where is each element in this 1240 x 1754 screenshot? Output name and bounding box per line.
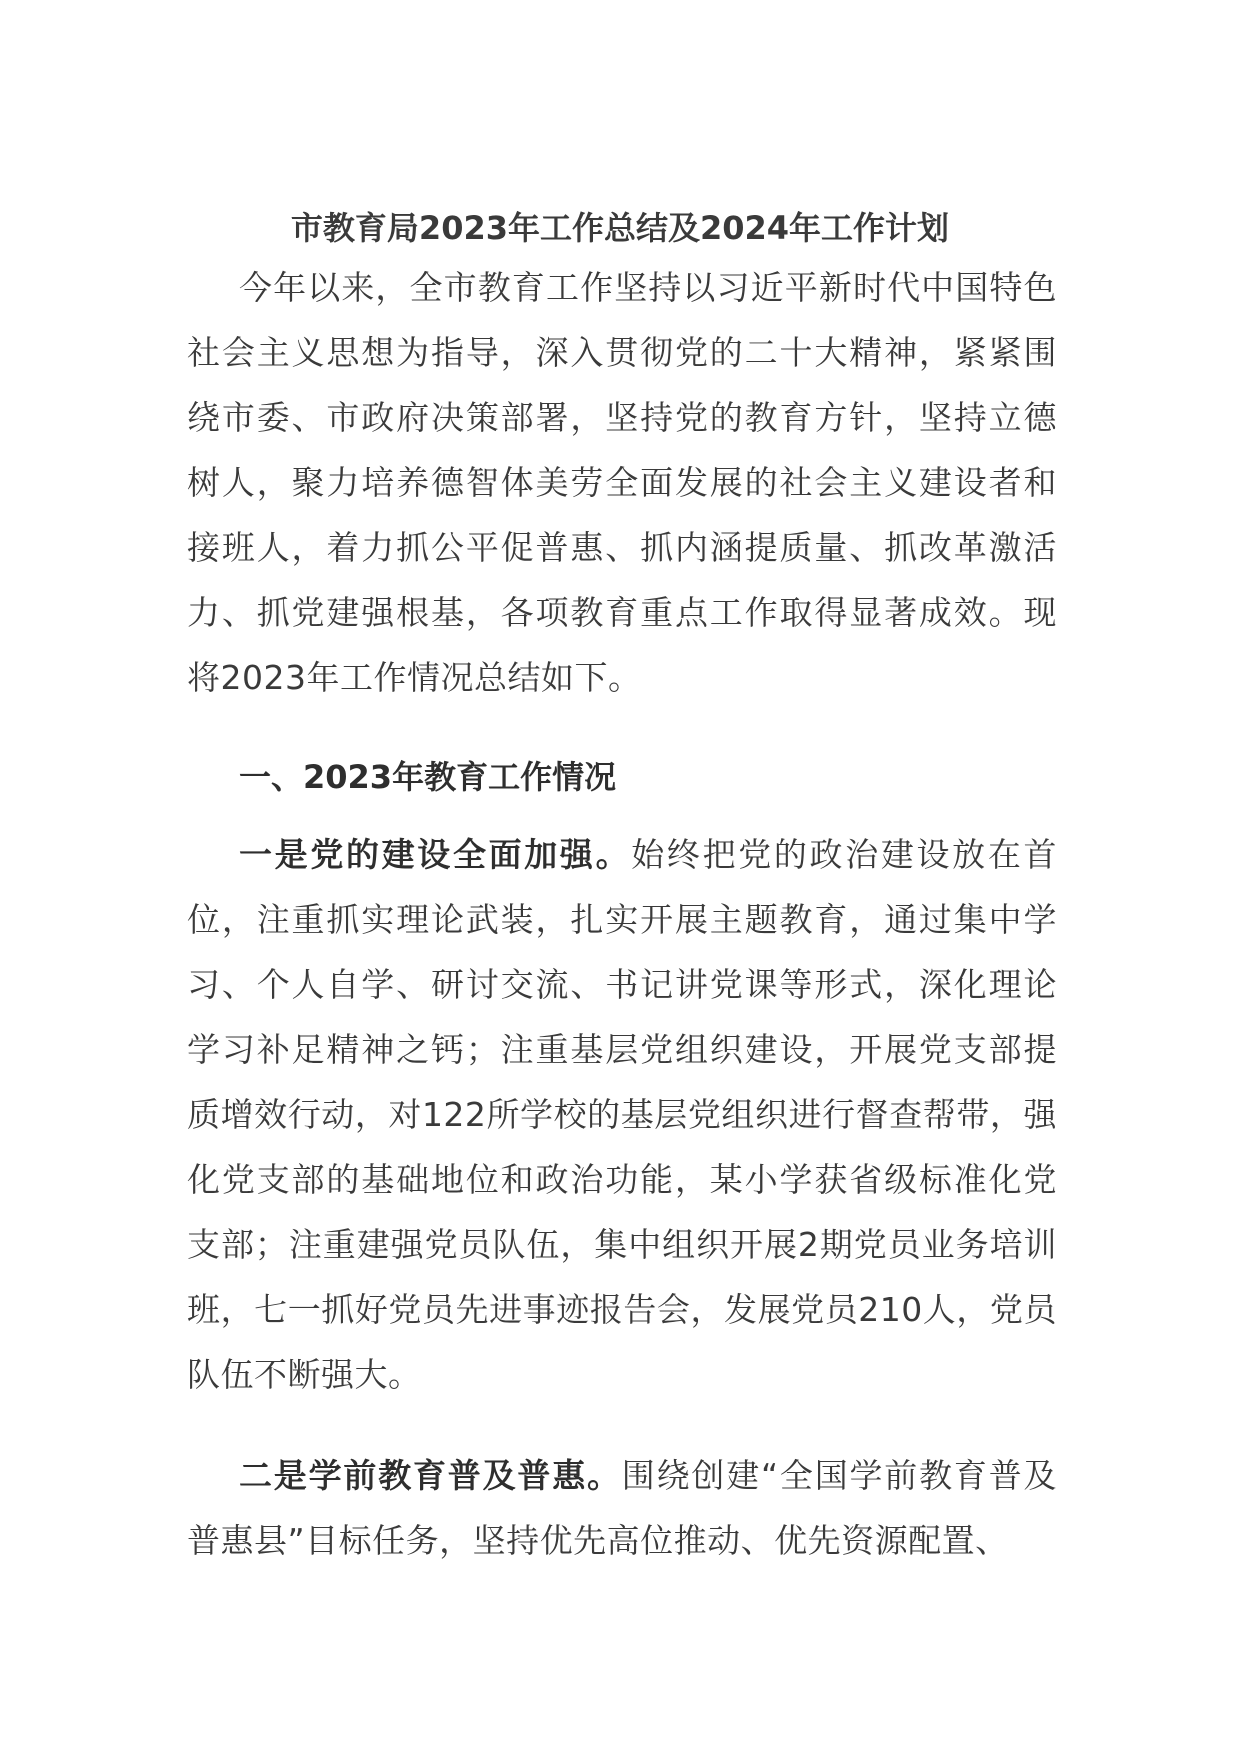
intro-paragraph: 今年以来，全市教育工作坚持以习近平新时代中国特色社会主义思想为指导，深入贯彻党的二十大精神，紧紧围绕市委、市政府决策部署，坚持党的教育方针，坚持立德树人，聚力培养德智体美劳全面发展的社会主义建设者和接班人，着力抓公平促普惠、抓内涵提质量、抓改革激活力、抓党建强根基，各项教育重点工作取得显著成效。现将2023年工作情况总结如下。 xyxy=(187,268,1057,697)
section-heading-2023-work: 一、2023年教育工作情况 xyxy=(239,758,617,796)
paragraph-body-party-building: 始终把党的政治建设放在首位，注重抓实理论武装，扎实开展主题教育，通过集中学习、个人自学、研讨交流、书记讲党课等形式，深化理论学习补足精神之钙；注重基层党组织建设，开展党支部提质增效行动，对122所学校的基层党组织进行督查帮带，强化党支部的基础地位和政治功能，某小学获省级标准化党支部；注重建强党员队伍，集中组织开展2期党员业务培训班，七一抓好党员先进事迹报告会，发展党员210人，党员队伍不断强大。 xyxy=(187,835,1058,1394)
paragraph-preschool-education xyxy=(187,1443,1057,1573)
document-title: 市教育局2023年工作总结及2024年工作计划 xyxy=(290,209,950,247)
paragraph-lead-preschool-education: 二是学前教育普及普惠。 xyxy=(239,1456,622,1495)
paragraph-party-building xyxy=(187,822,1057,1407)
paragraph-body-preschool-education: 围绕创建“全国学前教育普及普惠县”目标任务，坚持优先高位推动、优先资源配置、 xyxy=(187,1456,1057,1560)
paragraph-lead-party-building: 一是党的建设全面加强。 xyxy=(239,835,632,874)
